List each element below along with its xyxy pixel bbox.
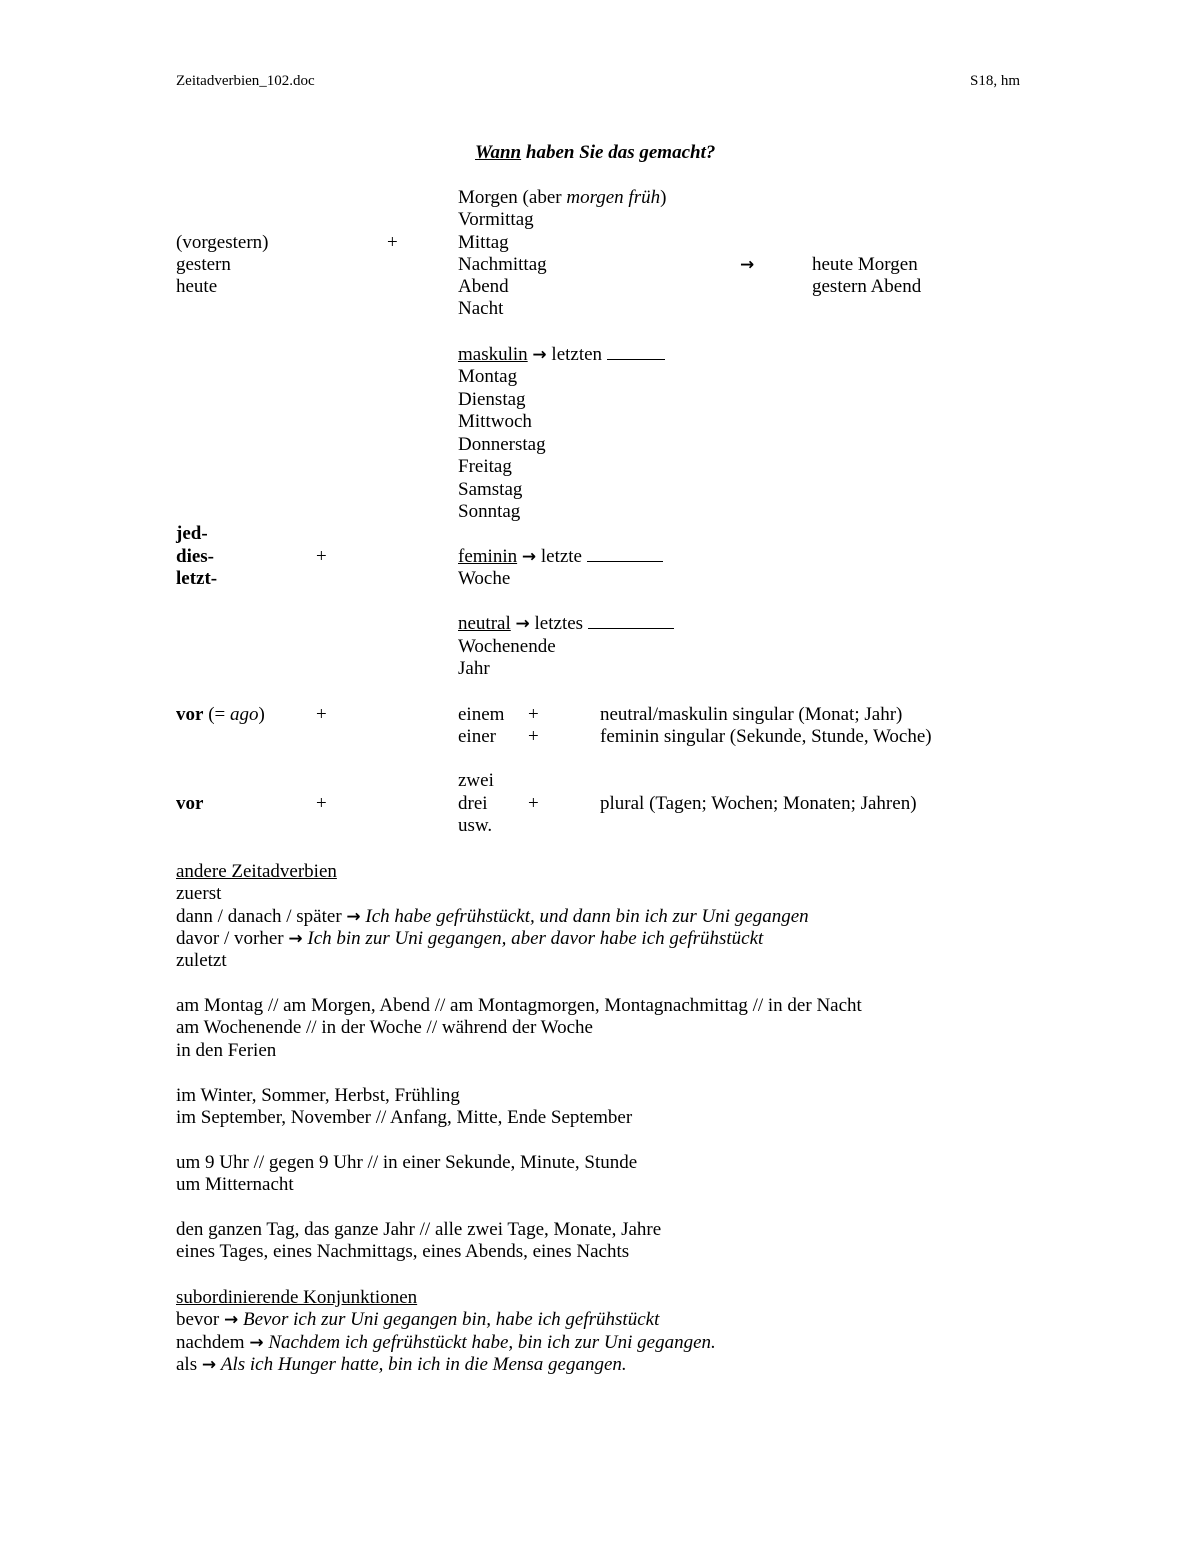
weekday: Montag [458,366,518,387]
fill-in-blank [607,345,665,360]
adverb-line: dann / danach / später → Ich habe gefrühstückt, und dann bin ich zur Uni gegangen [176,906,809,927]
section-heading-andere: andere Zeitadverbien [176,861,337,882]
plus-sign: + [387,232,398,253]
vor-ago-label: vor (= ago) [176,704,265,725]
determiner-prefix: letzt- [176,568,218,589]
plus-sign: + [316,793,327,814]
weekday: Samstag [458,479,523,500]
section-heading-konjunktionen: subordinierende Konjunktionen [176,1287,418,1308]
arrow-right-icon: → [288,929,303,949]
phrase-line: im September, November // Anfang, Mitte, Ende September [176,1107,633,1128]
neutral-item: Wochenende [458,636,556,657]
conjunction-line: nachdem → Nachdem ich gefrühstückt habe, bin ich zur Uni gegangen. [176,1332,716,1353]
page-title [475,142,715,164]
title-rest: haben Sie das gemacht? [525,142,716,163]
document-filename: Zeitadverbien_102.doc [176,73,315,89]
adverb-line: zuerst [176,883,222,904]
title-wann: Wann [475,142,522,163]
arrow-right-icon: → [521,547,537,567]
phrase-line: im Winter, Sommer, Herbst, Frühling [176,1085,460,1106]
phrase-line: den ganzen Tag, das ganze Jahr // alle zwei Tage, Monate, Jahre [176,1219,662,1240]
neutral-label: neutral [458,613,511,634]
maskulin-rule [458,344,665,366]
neutral-rule [458,613,674,635]
arrow-right-icon: → [740,255,755,275]
plus-sign: + [316,546,327,567]
conjunction-line: bevor → Bevor ich zur Uni gegangen bin, habe ich gefrühstückt [176,1309,660,1330]
phrase-line: am Montag // am Morgen, Abend // am Montagmorgen, Montagnachmittag // in der Nacht [176,995,862,1016]
arrow-right-icon: → [346,907,361,927]
article: einem [458,704,505,725]
adverb-line: davor / vorher → Ich bin zur Uni gegangen, aber davor habe ich gefrühstückt [176,928,764,949]
vor-label: vor [176,793,204,814]
phrase-line: am Wochenende // in der Woche // während der Woche [176,1017,593,1038]
fill-in-blank [588,614,674,629]
example-phrase: heute Morgen [812,254,918,275]
example-phrase: gestern Abend [812,276,922,297]
weekday: Sonntag [458,501,521,522]
plus-sign: + [528,793,539,814]
arrow-right-icon: → [224,1310,239,1330]
fill-in-blank [587,547,663,562]
phrase-line: in den Ferien [176,1040,277,1061]
plus-sign: + [316,704,327,725]
adverb-line: zuletzt [176,950,227,971]
day-prefix: gestern [176,254,231,275]
feminin-item: Woche [458,568,511,589]
phrase-line: eines Tages, eines Nachmittags, eines Abends, eines Nachts [176,1241,630,1262]
conjunction-line: als → Als ich Hunger hatte, bin ich in die Mensa gegangen. [176,1354,627,1375]
time-item: Vormittag [458,209,534,230]
number-word: zwei [458,770,494,791]
weekday: Dienstag [458,389,526,410]
weekday: Freitag [458,456,512,477]
number-word: usw. [458,815,493,836]
plus-sign: + [528,704,539,725]
feminin-label: feminin [458,546,518,567]
neutral-form: letztes [534,613,584,634]
determiner-prefix: jed- [176,523,208,544]
arrow-right-icon: → [515,614,530,634]
maskulin-form: letzten [551,344,603,365]
time-item: Nacht [458,298,504,319]
feminin-form: letzte [540,546,582,567]
arrow-right-icon: → [532,345,547,365]
determiner-prefix: dies- [176,546,214,567]
neutral-item: Jahr [458,658,490,679]
article-description: neutral/maskulin singular (Monat; Jahr) [600,704,903,725]
weekday: Donnerstag [458,434,546,455]
feminin-rule [458,546,663,568]
time-item: Nachmittag [458,254,547,275]
article-description: feminin singular (Sekunde, Stunde, Woche) [600,726,932,747]
article: einer [458,726,496,747]
day-prefix: (vorgestern) [176,232,269,253]
arrow-right-icon: → [201,1355,217,1375]
time-item: Mittag [458,232,509,253]
time-item: Abend [458,276,509,297]
arrow-right-icon: → [249,1333,264,1353]
plus-sign: + [528,726,539,747]
time-item-morgen: Morgen (aber morgen früh) [458,187,667,208]
day-prefix: heute [176,276,218,297]
maskulin-label: maskulin [458,344,528,365]
phrase-line: um 9 Uhr // gegen 9 Uhr // in einer Sekunde, Minute, Stunde [176,1152,638,1173]
plural-description: plural (Tagen; Wochen; Monaten; Jahren) [600,793,917,814]
phrase-line: um Mitternacht [176,1174,294,1195]
document-code: S18, hm [970,73,1021,89]
weekday: Mittwoch [458,411,532,432]
number-word: drei [458,793,488,814]
